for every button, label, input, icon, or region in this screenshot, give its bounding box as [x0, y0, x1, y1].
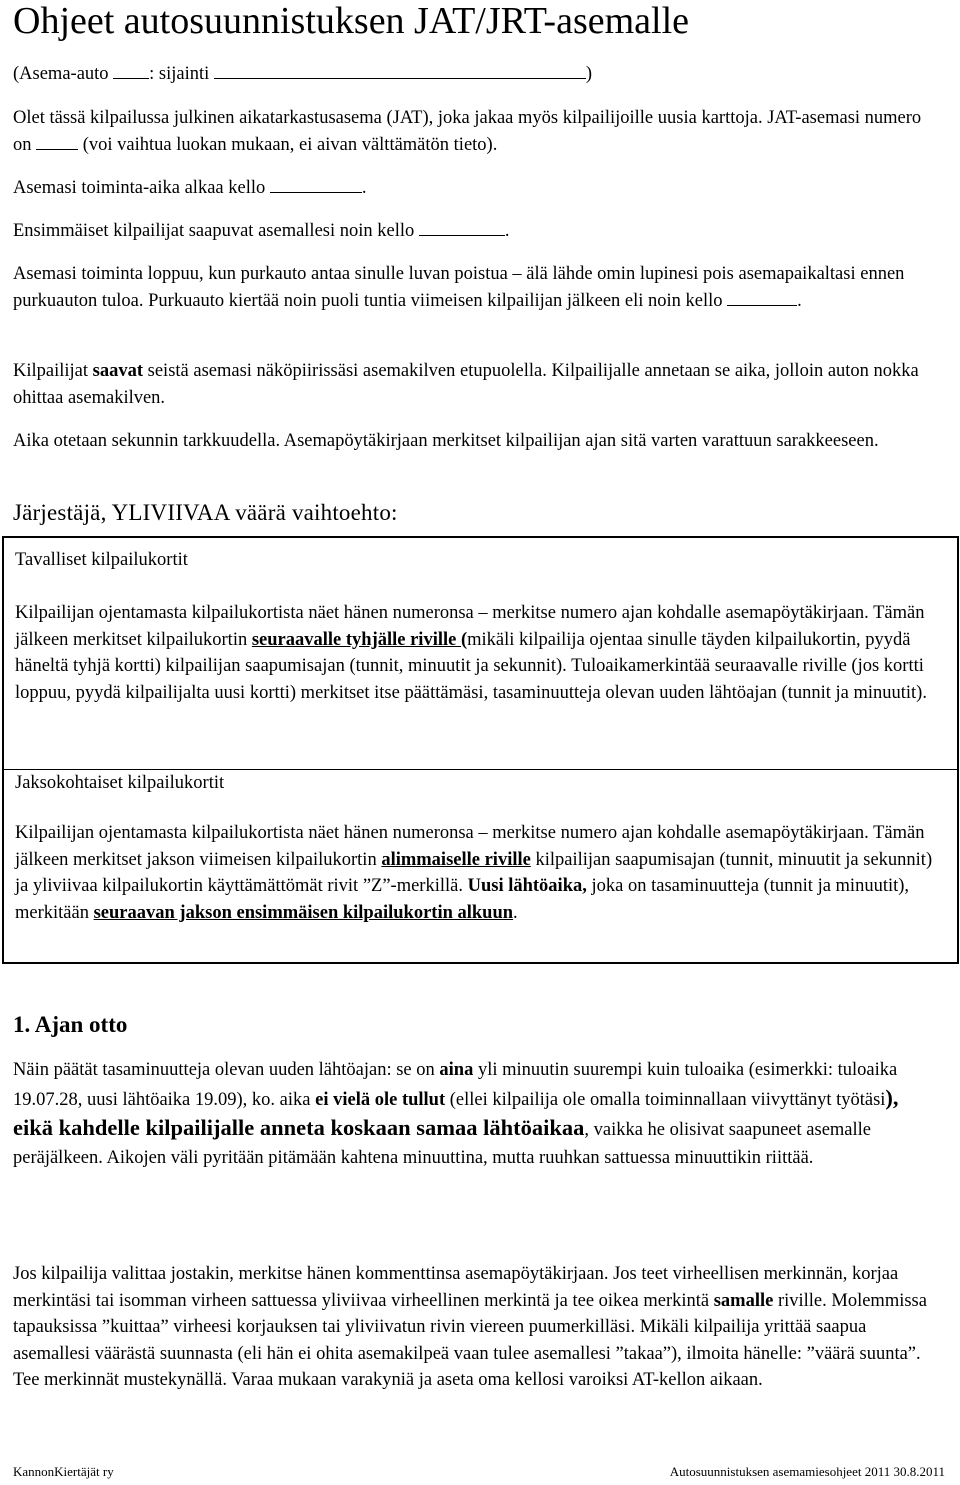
intro-paragraph-2: Asemasi toiminta-aika alkaa kello . — [13, 175, 943, 202]
footer-document-info: Autosuunnistuksen asemamiesohjeet 2011 30.8.2011 — [669, 1464, 945, 1479]
organizer-heading: Järjestäjä, YLIVIIVAA väärä vaihtoehto: — [13, 500, 398, 525]
intro-paragraph-4: Asemasi toiminta loppuu, kun purkauto antaa sinulle luvan poistua – älä lähde omin lupinesi pois asemapaikaltasi ennen purkuauton tuloa. Purkuauto kiertää noin puoli tuntia viimeisen kilpailijan jälkeen eli noin kello . — [13, 264, 905, 311]
footer-organization: KannonKiertäjät ry — [13, 1464, 114, 1479]
card-options-box — [2, 536, 959, 964]
section-1-text: Näin päätät tasaminuutteja olevan uuden lähtöajan: se on aina yli minuutin suurempi kuin tuloaika (esimerkki: tuloaika 19.07.28, uusi lähtöaika 19.09), ko. aika ei vielä ole tullut (ellei kilpailija ole omalla toiminnallaan viivyttänyt työtäsi), eikä kahdelle kilpailijalle anneta koskaan samaa lähtöaikaa, vaikka he olisivat saapuneet asemalle peräjälkeen. Aikojen väli pyritään pitämään kahtena minuuttina, mutta ruuhkan sattuessa minuuttikin riittää. — [13, 1060, 899, 1168]
intro-paragraph-3: Ensimmäiset kilpailijat saapuvat asemallesi noin kello . — [13, 218, 943, 245]
station-number-blank — [113, 61, 149, 79]
location-blank — [214, 61, 586, 79]
intro-paragraph-6: Aika otetaan sekunnin tarkkuudella. Asemapöytäkirjaan merkitset kilpailijan ajan sitä varten varattuun sarakkeeseen. — [13, 431, 879, 451]
section-cards-text: Kilpailijan ojentamasta kilpailukortista näet hänen numeronsa – merkitse numero ajan kohdalle asemapöytäkirjaan. Tämän jälkeen merkitset jakson viimeisen kilpailukortin alimmaiselle riville kilpailijan saapumisajan (tunnit, minuutit ja sekunnit) ja yliviivaa kilpailukortin käyttämättömät rivit ”Z”-merkillä. Uusi lähtöaika, joka on tasaminuutteja (tunnit ja minuutit), merkitään seuraavan jakson ensimmäisen kilpailukortin alkuun. — [15, 823, 933, 923]
jat-number-blank — [36, 132, 78, 150]
first-arrival-blank — [419, 218, 505, 236]
intro-paragraph-1: Olet tässä kilpailussa julkinen aikatarkastusasema (JAT), joka jakaa myös kilpailijoille uusia karttoja. JAT-asemasi numero on (voi vaihtua luokan mukaan, ei aivan välttämätön tieto). — [13, 108, 922, 155]
start-time-blank — [270, 175, 362, 193]
page-footer — [13, 1464, 945, 1480]
page-title: Ohjeet autosuunnistuksen JAT/JRT-asemalle — [13, 0, 690, 42]
regular-cards-text: Kilpailijan ojentamasta kilpailukortista näet hänen numeronsa – merkitse numero ajan kohdalle asemapöytäkirjaan. Tämän jälkeen merkitset kilpailukortin seuraavalle tyhjälle riville (mikäli kilpailija ojentaa sinulle täyden kilpailukortin, pyydä häneltä tyhjä kortti) kilpailijan saapumisajan (tunnit, minuutit ja sekunnit). Tuloaikamerkintää seuraavalle riville (jos kortti loppuu, pyydä kilpailijalta uusi kortti) merkitset itse päättämäsi, tasaminuutteja olevan uuden lähtöajan (tunnit ja minuutit). — [15, 603, 927, 703]
section-1-heading: 1. Ajan otto — [13, 1012, 128, 1037]
section-cards-heading: Jaksokohtaiset kilpailukortit — [15, 773, 225, 793]
end-time-blank — [727, 288, 797, 306]
errors-paragraph: Jos kilpailija valittaa jostakin, merkitse hänen kommenttinsa asemapöytäkirjaan. Jos teet virheellisen merkinnän, korjaa merkintäsi tai isomman virheen sattuessa yliviivaa virheellinen merkintä ja tee oikea merkintä samalle riville. Molemmissa tapauksissa ”kuittaa” virheesi korjauksen tai yliviivatun rivin viereen puumerkilläsi. Mikäli kilpailija yrittää saapua asemallesi väärästä suunnasta (eli hän ei ohita asemakilpeä vaan tulee asemallesi ”takaa”), ilmoita hänelle: ”väärä suunta”. Tee merkinnät mustekynällä. Varaa mukaan varakyniä ja aseta oma kellosi varoiksi AT-kellon aikaan. — [13, 1264, 927, 1390]
box-divider — [4, 769, 957, 770]
intro-paragraph-5: Kilpailijat saavat seistä asemasi näköpiirissäsi asemakilven etupuolella. Kilpailijalle annetaan se aika, jolloin auton nokka ohittaa asemakilven. — [13, 361, 919, 408]
station-line: (Asema-auto : sijainti ) — [13, 61, 943, 88]
regular-cards-heading: Tavalliset kilpailukortit — [15, 550, 188, 570]
